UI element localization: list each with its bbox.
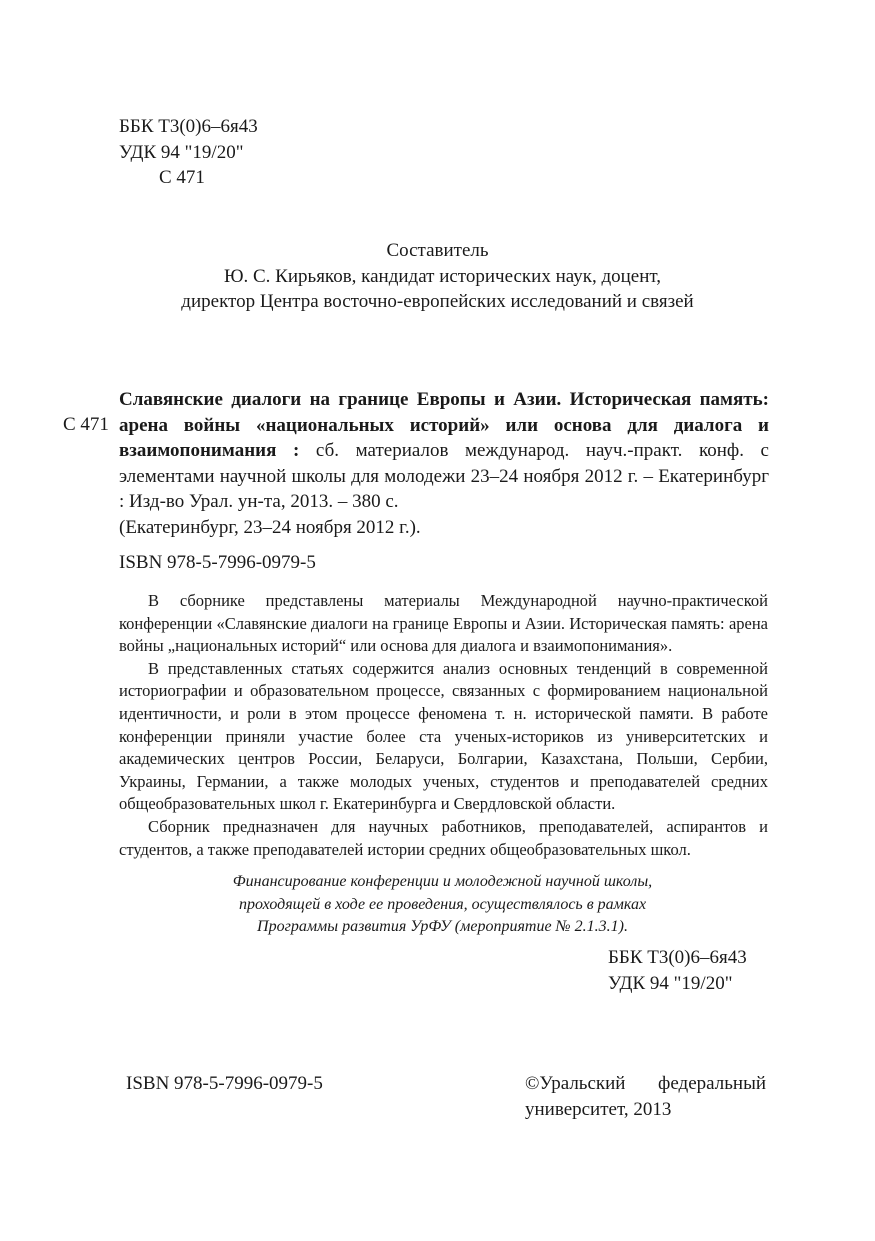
copyright-line-1: ©Уральский федеральный bbox=[525, 1073, 766, 1094]
classification-codes-bottom bbox=[608, 945, 747, 996]
conference-place-date: (Екатеринбург, 23–24 ноября 2012 г.). bbox=[119, 516, 421, 538]
bbk-code-bottom: ББК Т3(0)6–6я43 bbox=[608, 947, 747, 968]
copyright-line-2: университет, 2013 bbox=[525, 1098, 672, 1120]
book-title: Славянские диалоги на границе Европы и Азии. Историческая память: арена войны «национальных историй» или основа для диалога и взаимопонимания : bbox=[119, 389, 769, 461]
abstract-paragraph-3: Сборник предназначен для научных работников, преподавателей, аспирантов и студентов, а также преподавателей истории средних общеобразовательных школ. bbox=[119, 816, 768, 859]
compiler-heading: Составитель bbox=[386, 240, 489, 261]
funding-note bbox=[0, 871, 875, 939]
abstract-paragraph-2: В представленных статьях содержится анализ основных тенденций в современной историографии и образовательном процессе, связанных с формированием национальной идентичности, и роли в этом процессе феномена т. н. исторической памяти. В работе конференции приняли участие более ста ученых-историков из университетских и академических центров России, Беларуси, Болгарии, Казахстана, Польши, Сербии, Украины, Германии, а также молодых ученых, студентов и преподавателей средних общеобразовательных школ г. Екатеринбурга и Свердловской области. bbox=[119, 658, 768, 814]
isbn-bottom: ISBN 978-5-7996-0979-5 bbox=[126, 1073, 323, 1094]
isbn-main: ISBN 978-5-7996-0979-5 bbox=[119, 552, 316, 573]
compiler-block bbox=[0, 238, 875, 315]
publication-details: сб. материалов международ. науч.-практ. конф. с элементами научной школы для молодежи 23–24 ноября 2012 г. – Екатеринбург : Изд-во Урал. ун-та, 2013. – 380 с. bbox=[119, 440, 769, 512]
funding-line-1: Финансирование конференции и молодежной научной школы, bbox=[232, 873, 653, 890]
funding-line-3: Программы развития УрФУ (мероприятие № 2.1.3.1). bbox=[257, 918, 628, 936]
abstract-paragraph-1: В сборнике представлены материалы Международной научно-практической конференции «Славянские диалоги на границе Европы и Азии. Историческая память: арена войны „национальных историй“ или основа для диалога и взаимопонимания». bbox=[119, 591, 768, 656]
author-mark: С 471 bbox=[159, 167, 205, 188]
funding-line-2: проходящей в ходе ее проведения, осуществлялось в рамках bbox=[238, 895, 647, 913]
bibliography-margin-mark: С 471 bbox=[63, 414, 109, 435]
compiler-position: директор Центра восточно-европейских исследований и связей bbox=[181, 291, 694, 312]
copyright-notice bbox=[525, 1071, 766, 1122]
compiler-name: Ю. С. Кирьяков, кандидат исторических наук, доцент, bbox=[223, 265, 662, 287]
classification-codes-top bbox=[119, 114, 258, 191]
udk-code-bottom: УДК 94 "19/20" bbox=[608, 972, 733, 994]
bbk-code: ББК Т3(0)6–6я43 bbox=[119, 116, 258, 137]
abstract bbox=[119, 590, 768, 861]
udk-code: УДК 94 "19/20" bbox=[119, 141, 244, 163]
bibliographic-record bbox=[119, 387, 769, 540]
